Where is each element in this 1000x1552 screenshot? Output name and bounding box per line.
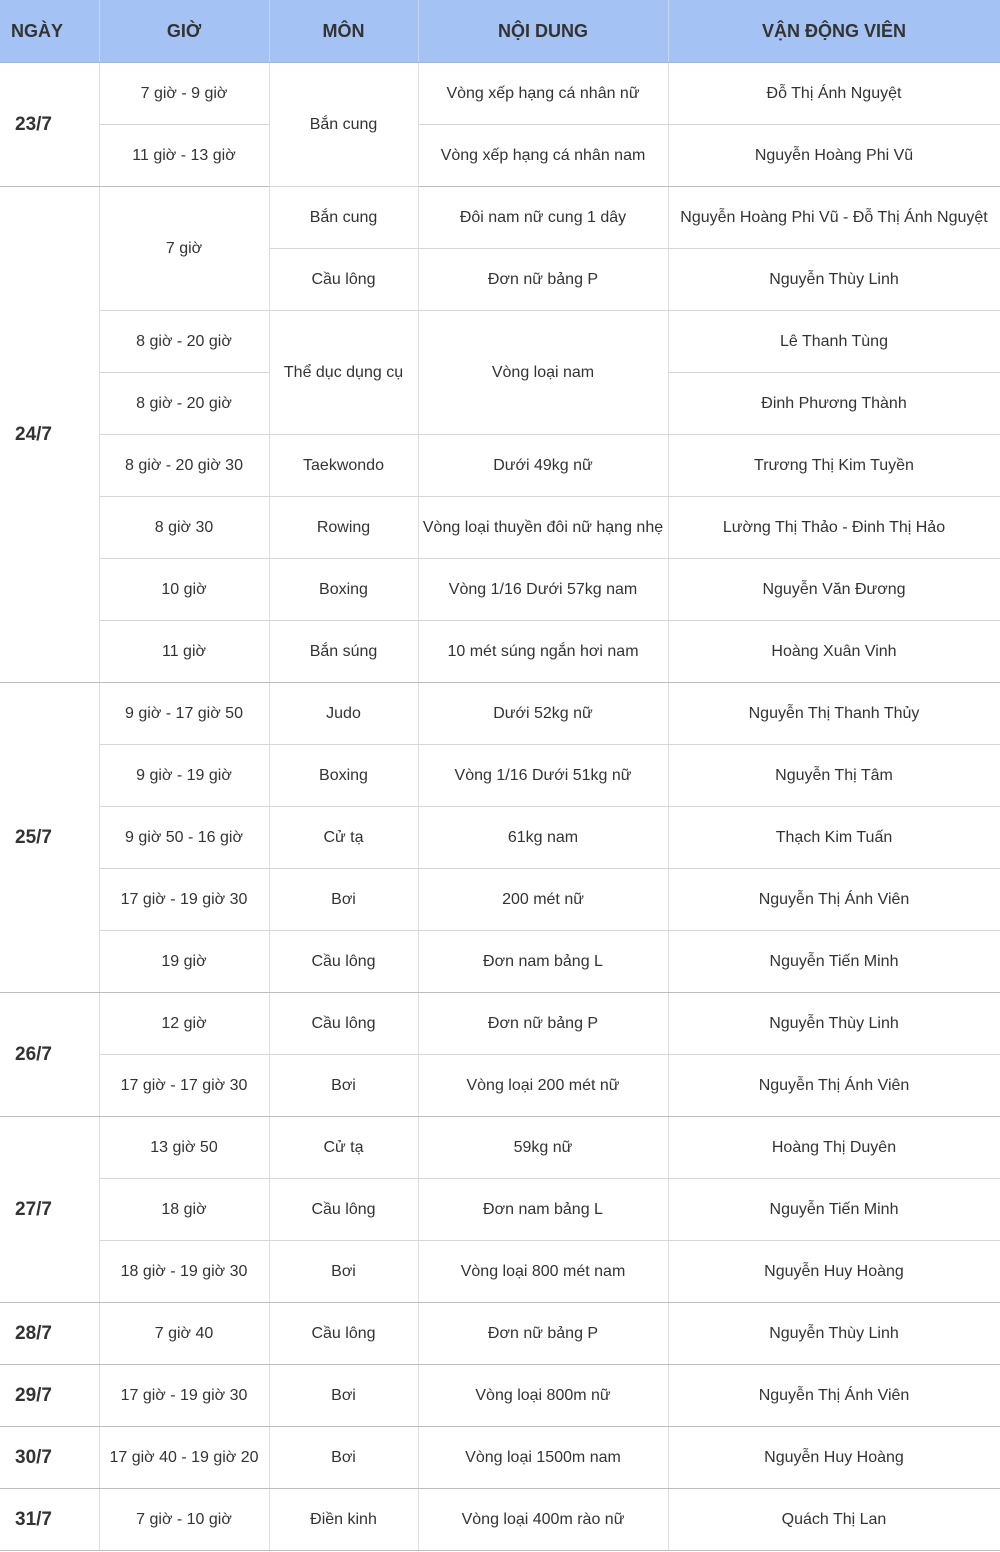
table-row bbox=[0, 1489, 1000, 1551]
event-cell: Vòng xếp hạng cá nhân nữ bbox=[418, 63, 668, 125]
event-cell: 59kg nữ bbox=[418, 1117, 668, 1179]
table-row bbox=[0, 63, 1000, 125]
date-cell: 26/7 bbox=[0, 993, 99, 1117]
athlete-cell: Thạch Kim Tuấn bbox=[668, 807, 1000, 869]
table-row bbox=[0, 931, 1000, 993]
sport-cell: Bơi bbox=[269, 1241, 418, 1303]
date-cell: 27/7 bbox=[0, 1117, 99, 1303]
time-cell: 10 giờ bbox=[99, 559, 269, 621]
event-cell: Vòng 1/16 Dưới 57kg nam bbox=[418, 559, 668, 621]
athlete-cell: Nguyễn Huy Hoàng bbox=[668, 1427, 1000, 1489]
athlete-cell: Lường Thị Thảo - Đinh Thị Hảo bbox=[668, 497, 1000, 559]
event-cell: Đơn nam bảng L bbox=[418, 931, 668, 993]
table-row bbox=[0, 1179, 1000, 1241]
athlete-cell: Nguyễn Thị Ánh Viên bbox=[668, 1365, 1000, 1427]
time-cell: 9 giờ 50 - 16 giờ bbox=[99, 807, 269, 869]
event-cell: Vòng loại thuyền đôi nữ hạng nhẹ bbox=[418, 497, 668, 559]
athlete-cell: Hoàng Xuân Vinh bbox=[668, 621, 1000, 683]
sport-cell: Bắn cung bbox=[269, 63, 418, 187]
event-cell: Vòng loại 800m nữ bbox=[418, 1365, 668, 1427]
header-time: GIỜ bbox=[99, 0, 269, 63]
sport-cell: Cầu lông bbox=[269, 1303, 418, 1365]
time-cell: 9 giờ - 17 giờ 50 bbox=[99, 683, 269, 745]
table-header bbox=[0, 0, 1000, 63]
sport-cell: Cầu lông bbox=[269, 993, 418, 1055]
time-cell: 7 giờ - 9 giờ bbox=[99, 63, 269, 125]
athlete-cell: Nguyễn Thùy Linh bbox=[668, 249, 1000, 311]
table-row bbox=[0, 1241, 1000, 1303]
table-row bbox=[0, 497, 1000, 559]
sport-cell: Taekwondo bbox=[269, 435, 418, 497]
event-cell: Đơn nam bảng L bbox=[418, 1179, 668, 1241]
sport-cell: Bơi bbox=[269, 1427, 418, 1489]
sport-cell: Cầu lông bbox=[269, 1179, 418, 1241]
time-cell: 18 giờ - 19 giờ 30 bbox=[99, 1241, 269, 1303]
sport-cell: Judo bbox=[269, 683, 418, 745]
date-cell: 24/7 bbox=[0, 187, 99, 683]
event-cell: Đơn nữ bảng P bbox=[418, 993, 668, 1055]
time-cell: 8 giờ 30 bbox=[99, 497, 269, 559]
date-cell: 29/7 bbox=[0, 1365, 99, 1427]
athlete-cell: Hoàng Thị Duyên bbox=[668, 1117, 1000, 1179]
table-row bbox=[0, 1117, 1000, 1179]
athlete-cell: Nguyễn Thùy Linh bbox=[668, 1303, 1000, 1365]
sport-cell: Bắn cung bbox=[269, 187, 418, 249]
sport-cell: Cử tạ bbox=[269, 1117, 418, 1179]
sport-cell: Cử tạ bbox=[269, 807, 418, 869]
time-cell: 17 giờ 40 - 19 giờ 20 bbox=[99, 1427, 269, 1489]
header-sport: MÔN bbox=[269, 0, 418, 63]
date-cell: 23/7 bbox=[0, 63, 99, 187]
table-row bbox=[0, 311, 1000, 373]
header-date: NGÀY bbox=[0, 0, 99, 63]
athlete-cell: Lê Thanh Tùng bbox=[668, 311, 1000, 373]
sport-cell: Bơi bbox=[269, 1055, 418, 1117]
time-cell: 17 giờ - 19 giờ 30 bbox=[99, 869, 269, 931]
time-cell: 18 giờ bbox=[99, 1179, 269, 1241]
time-cell: 19 giờ bbox=[99, 931, 269, 993]
athlete-cell: Nguyễn Tiến Minh bbox=[668, 1179, 1000, 1241]
date-cell: 28/7 bbox=[0, 1303, 99, 1365]
athlete-cell: Nguyễn Văn Đương bbox=[668, 559, 1000, 621]
time-cell: 9 giờ - 19 giờ bbox=[99, 745, 269, 807]
time-cell: 11 giờ bbox=[99, 621, 269, 683]
time-cell: 7 giờ 40 bbox=[99, 1303, 269, 1365]
time-cell: 12 giờ bbox=[99, 993, 269, 1055]
event-cell: Đơn nữ bảng P bbox=[418, 1303, 668, 1365]
table-row bbox=[0, 1365, 1000, 1427]
sport-cell: Rowing bbox=[269, 497, 418, 559]
table-row bbox=[0, 621, 1000, 683]
event-cell: Đơn nữ bảng P bbox=[418, 249, 668, 311]
athlete-cell: Nguyễn Thị Thanh Thủy bbox=[668, 683, 1000, 745]
time-cell: 8 giờ - 20 giờ bbox=[99, 311, 269, 373]
time-cell: 17 giờ - 17 giờ 30 bbox=[99, 1055, 269, 1117]
event-cell: 10 mét súng ngắn hơi nam bbox=[418, 621, 668, 683]
table-row bbox=[0, 559, 1000, 621]
table-row bbox=[0, 683, 1000, 745]
header-event: NỘI DUNG bbox=[418, 0, 668, 63]
athlete-cell: Nguyễn Huy Hoàng bbox=[668, 1241, 1000, 1303]
event-cell: Vòng 1/16 Dưới 51kg nữ bbox=[418, 745, 668, 807]
sport-cell: Cầu lông bbox=[269, 931, 418, 993]
table-row bbox=[0, 187, 1000, 249]
athlete-cell: Nguyễn Hoàng Phi Vũ bbox=[668, 125, 1000, 187]
athlete-cell: Đinh Phương Thành bbox=[668, 373, 1000, 435]
time-cell: 8 giờ - 20 giờ 30 bbox=[99, 435, 269, 497]
table-row bbox=[0, 807, 1000, 869]
sport-cell: Boxing bbox=[269, 559, 418, 621]
event-cell: 200 mét nữ bbox=[418, 869, 668, 931]
athlete-cell: Quách Thị Lan bbox=[668, 1489, 1000, 1551]
table-row bbox=[0, 1303, 1000, 1365]
sport-cell: Bơi bbox=[269, 869, 418, 931]
time-cell: 7 giờ - 10 giờ bbox=[99, 1489, 269, 1551]
table-row bbox=[0, 435, 1000, 497]
sport-cell: Thể dục dụng cụ bbox=[269, 311, 418, 435]
athlete-cell: Nguyễn Thị Ánh Viên bbox=[668, 1055, 1000, 1117]
header-athlete: VẬN ĐỘNG VIÊN bbox=[668, 0, 1000, 63]
header-row bbox=[0, 0, 1000, 63]
athlete-cell: Đỗ Thị Ánh Nguyệt bbox=[668, 63, 1000, 125]
athlete-cell: Trương Thị Kim Tuyền bbox=[668, 435, 1000, 497]
time-cell: 7 giờ bbox=[99, 187, 269, 311]
table-row bbox=[0, 869, 1000, 931]
sport-cell: Bắn súng bbox=[269, 621, 418, 683]
athlete-cell: Nguyễn Hoàng Phi Vũ - Đỗ Thị Ánh Nguyệt bbox=[668, 187, 1000, 249]
sport-cell: Boxing bbox=[269, 745, 418, 807]
sport-cell: Bơi bbox=[269, 1365, 418, 1427]
date-cell: 30/7 bbox=[0, 1427, 99, 1489]
event-cell: Đôi nam nữ cung 1 dây bbox=[418, 187, 668, 249]
athlete-cell: Nguyễn Thị Ánh Viên bbox=[668, 869, 1000, 931]
table-row bbox=[0, 1427, 1000, 1489]
athlete-cell: Nguyễn Tiến Minh bbox=[668, 931, 1000, 993]
athlete-cell: Nguyễn Thùy Linh bbox=[668, 993, 1000, 1055]
time-cell: 11 giờ - 13 giờ bbox=[99, 125, 269, 187]
event-cell: Vòng loại nam bbox=[418, 311, 668, 435]
event-cell: Vòng loại 400m rào nữ bbox=[418, 1489, 668, 1551]
event-cell: 61kg nam bbox=[418, 807, 668, 869]
date-cell: 31/7 bbox=[0, 1489, 99, 1551]
sport-cell: Điền kinh bbox=[269, 1489, 418, 1551]
event-cell: Vòng loại 1500m nam bbox=[418, 1427, 668, 1489]
sport-cell: Cầu lông bbox=[269, 249, 418, 311]
event-cell: Vòng loại 800 mét nam bbox=[418, 1241, 668, 1303]
table-row bbox=[0, 993, 1000, 1055]
time-cell: 8 giờ - 20 giờ bbox=[99, 373, 269, 435]
table-row bbox=[0, 1055, 1000, 1117]
athlete-cell: Nguyễn Thị Tâm bbox=[668, 745, 1000, 807]
table-row bbox=[0, 125, 1000, 187]
date-cell: 25/7 bbox=[0, 683, 99, 993]
event-cell: Vòng xếp hạng cá nhân nam bbox=[418, 125, 668, 187]
event-cell: Vòng loại 200 mét nữ bbox=[418, 1055, 668, 1117]
table-body bbox=[0, 63, 1000, 1551]
time-cell: 17 giờ - 19 giờ 30 bbox=[99, 1365, 269, 1427]
event-cell: Dưới 52kg nữ bbox=[418, 683, 668, 745]
time-cell: 13 giờ 50 bbox=[99, 1117, 269, 1179]
event-cell: Dưới 49kg nữ bbox=[418, 435, 668, 497]
table-row bbox=[0, 745, 1000, 807]
